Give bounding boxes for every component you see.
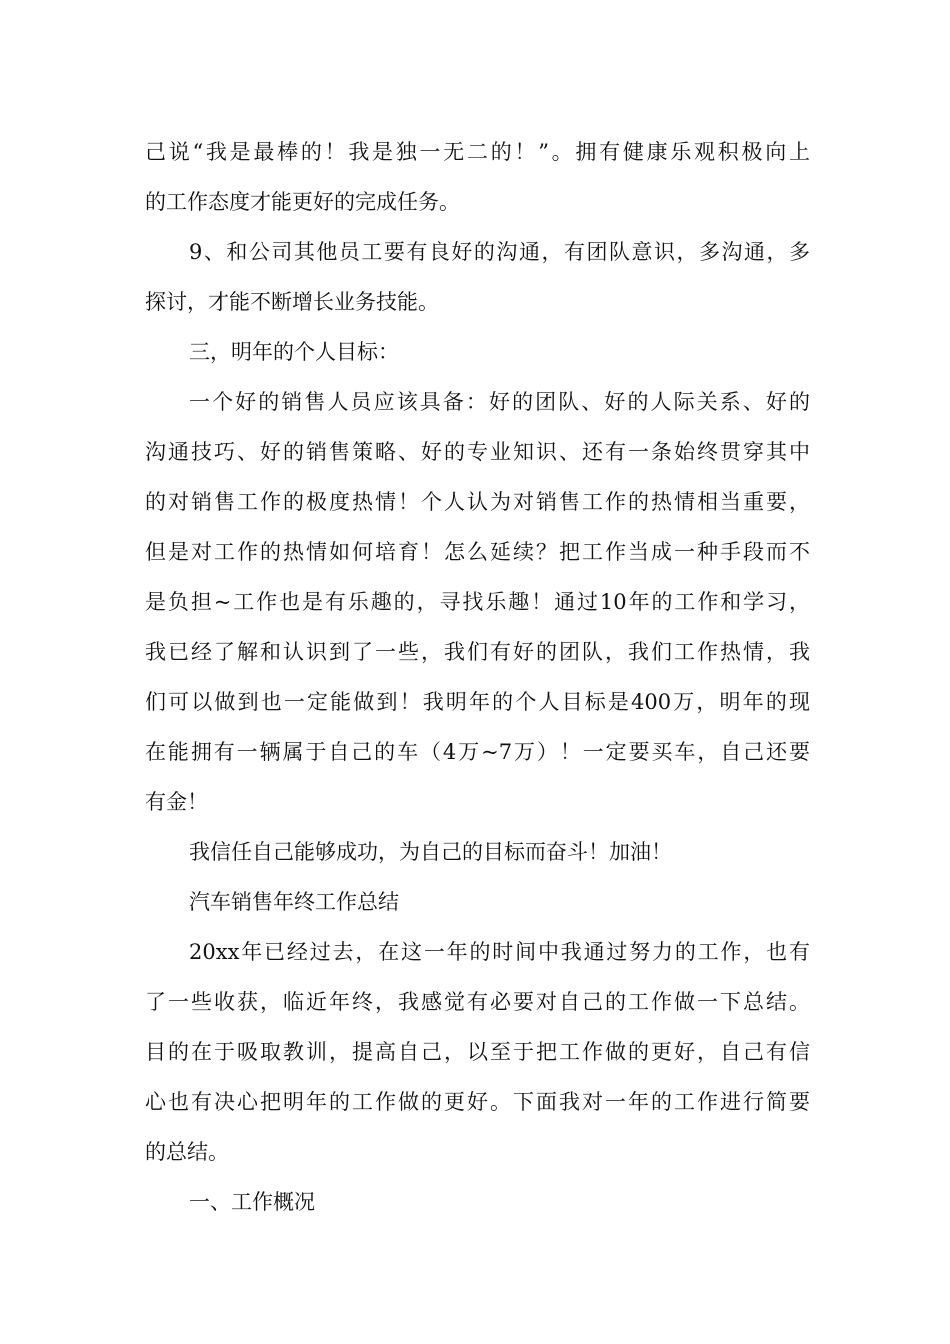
text-line: 在能拥有一辆属于自己的车（4万~7万）！一定要买车，自己还要 <box>145 740 810 764</box>
text-line: 心也有决心把明年的工作做的更好。下面我对一年的工作进行简要 <box>145 1090 810 1114</box>
section-heading: 三，明年的个人目标： <box>189 340 399 364</box>
text-line: 目的在于吸取教训，提高自己，以至于把工作做的更好，自己有信 <box>145 1040 810 1064</box>
section-heading: 一、工作概况 <box>189 1190 315 1214</box>
text-line: 的总结。 <box>145 1140 229 1164</box>
text-line: 的对销售工作的极度热情！个人认为对销售工作的热情相当重要， <box>145 490 810 514</box>
text-line: 是负担~工作也是有乐趣的，寻找乐趣！通过10年的工作和学习， <box>145 590 810 614</box>
text-line: 有金！ <box>145 790 208 814</box>
text-line: 们可以做到也一定能做到！我明年的个人目标是400万，明年的现 <box>145 690 810 714</box>
text-line: 的工作态度才能更好的完成任务。 <box>145 190 460 214</box>
text-line: 我信任自己能够成功，为自己的目标而奋斗！加油！ <box>189 840 672 864</box>
text-line: 一个好的销售人员应该具备：好的团队、好的人际关系、好的 <box>189 390 810 414</box>
text-line: 9、和公司其他员工要有良好的沟通，有团队意识，多沟通，多 <box>189 240 810 264</box>
text-line: 沟通技巧、好的销售策略、好的专业知识、还有一条始终贯穿其中 <box>145 440 810 464</box>
text-line: 我已经了解和认识到了一些，我们有好的团队，我们工作热情，我 <box>145 640 810 664</box>
text-line: 但是对工作的热情如何培育！怎么延续？把工作当成一种手段而不 <box>145 540 810 564</box>
text-line: 探讨，才能不断增长业务技能。 <box>145 290 439 314</box>
text-line: 己说“我是最棒的！我是独一无二的！”。拥有健康乐观积极向上 <box>145 140 810 164</box>
text-line: 了一些收获，临近年终，我感觉有必要对自己的工作做一下总结。 <box>145 990 810 1014</box>
document-title: 汽车销售年终工作总结 <box>189 890 399 914</box>
text-line: 20xx年已经过去，在这一年的时间中我通过努力的工作，也有 <box>189 940 810 964</box>
